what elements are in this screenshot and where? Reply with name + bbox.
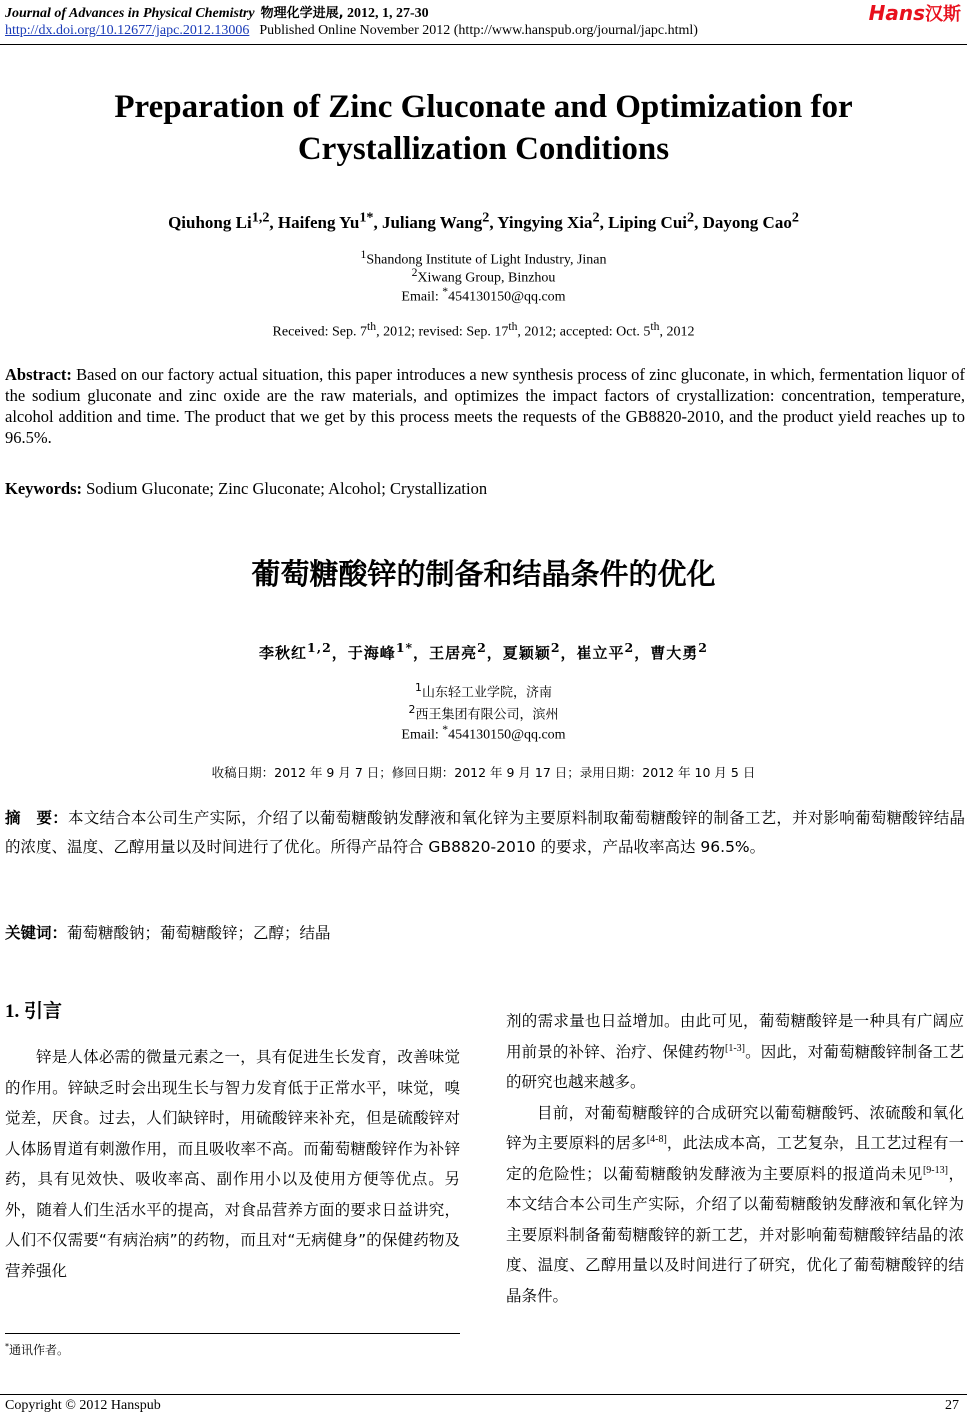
authors-en: [0, 209, 967, 233]
affiliation-en-2: $^2$Xiwang Group, Binzhou: [411, 266, 556, 286]
author-en: Dayong Cao$^2$: [702, 209, 799, 232]
paragraph: 剂的需求量也日益增加。由此可见，葡萄糖酸锌是一种具有广阔应用前景的补锌、治疗、保健药物[1-3]。因此，对葡萄糖酸锌制备工艺的研究也越来越多。: [506, 1012, 964, 1091]
author-cn: 夏颖颖$^2$，: [502, 640, 577, 662]
email-cn: Email: *454130150@qq.com: [401, 723, 566, 743]
citation: [4-8]: [646, 1133, 667, 1145]
abstract-cn-label: 摘 要：: [5, 809, 68, 827]
journal-header: [5, 2, 429, 22]
paragraph: 锌是人体必需的微量元素之一，具有促进生长发育，改善味觉的作用。锌缺乏时会出现生长与智力发育低于正常水平，味觉，嗅觉差，厌食。过去，人们缺锌时，用硫酸锌来补充，但是硫酸锌对人体肠胃道有刺激作用，而且吸收率不高。而葡萄糖酸锌作为补锌药，具有见效快、吸收率高、副作用小以及使用方便等优点。另外，随着人们生活水平的提高，对食品营养方面的要求日益讲究，人们不仅需要“有病治病”的药物，而且对“无病健身”的保健药物及营养强化: [5, 1048, 460, 1280]
footer-rule: [0, 1394, 967, 1395]
journal-volume: 2012, 1, 27-30: [347, 6, 429, 21]
keywords-cn-text: 葡萄糖酸钠；葡萄糖酸锌；乙醇；结晶: [67, 924, 331, 942]
logo-text-en: Hans: [868, 1, 925, 25]
email-en: Email: *454130150@qq.com: [401, 285, 566, 305]
body-column-right: [506, 1006, 964, 1311]
citation: [9-13]: [922, 1164, 948, 1176]
title-en-line-1: Preparation of Zinc Gluconate and Optimization for: [114, 89, 853, 125]
keywords-text: Sodium Gluconate; Zinc Gluconate; Alcohol; Crystallization: [82, 479, 488, 498]
citation: [1-3]: [725, 1042, 745, 1054]
affiliation-cn-1: $^1$山东轻工业学院，济南: [415, 681, 552, 701]
journal-name-cn: 物理化学进展,: [260, 6, 344, 21]
title-en-line-2: Crystallization Conditions: [297, 131, 670, 167]
header-rule: [0, 44, 967, 45]
affiliation-en-1: $^1$Shandong Institute of Light Industry, Jinan: [360, 248, 607, 268]
doi-link[interactable]: http://dx.doi.org/10.12677/japc.2012.13006: [5, 23, 250, 38]
paper-title-cn: 葡萄糖酸锌的制备和结晶条件的优化: [251, 557, 716, 591]
author-en: Qiuhong Li$^{1,2}$,: [168, 209, 278, 232]
copyright: Copyright © 2012 Hanspub: [5, 1398, 161, 1413]
keywords-cn: [5, 921, 331, 943]
paragraph: 目前，对葡萄糖酸锌的合成研究以葡萄糖酸钙、浓硫酸和氧化锌为主要原料的居多[4-8]，此法成本高，工艺复杂，且工艺过程有一定的危险性；以葡萄糖酸钠发酵液为主要原料的报道尚未见[9-13]，本文结合本公司生产实际，介绍了以葡萄糖酸钠发酵液和氧化锌为主要原料制备葡萄糖酸锌的新工艺，并对影响葡萄糖酸锌结晶的浓度、温度、乙醇用量以及时间进行了研究，优化了葡萄糖酸锌的结晶条件。: [506, 1103, 964, 1305]
author-cn: 曹大勇$^2$: [650, 640, 708, 662]
author-cn: 李秋红$^{1,2}$，: [259, 640, 348, 662]
footnote-rule: [5, 1333, 460, 1334]
received-dates-en: Received: Sep. 7th, 2012; revised: Sep. 17th, 2012; accepted: Oct. 5th, 2012: [272, 320, 695, 340]
received-dates-cn: 收稿日期：2012 年 9 月 7 日；修回日期：2012 年 9 月 17 日；录用日期：2012 年 10 月 5 日: [211, 765, 756, 780]
page-number: 27: [945, 1398, 959, 1413]
keywords-cn-label: 关键词：: [5, 924, 68, 942]
abstract-label: Abstract:: [5, 365, 72, 384]
affiliation-cn-2: $^2$西王集团有限公司，滨州: [408, 703, 559, 723]
footnote: *通讯作者。: [5, 1342, 70, 1357]
author-en: Juliang Wang$^2$,: [381, 209, 498, 232]
abstract-en: [5, 364, 965, 448]
published-online: Published Online November 2012 (http://www.hanspub.org/journal/japc.html): [259, 23, 698, 38]
author-en: Haifeng $Yu^{1*}$,: [277, 209, 382, 232]
keywords-en: [5, 479, 487, 499]
section-heading: 1. 引言: [5, 1000, 63, 1022]
body-column-left: [5, 1042, 460, 1286]
paper-title-en: [40, 86, 927, 170]
author-cn: 崔立平$^2$，: [576, 640, 651, 662]
abstract-text: Based on our factory actual situation, this paper introduces a new synthesis process of zinc gluconate, in which, fermentation liquor of the sodium gluconate and zinc oxide are the raw materials, and optimizes the impact factors of crystallization: concentration, temperature, alcohol addition and time. The product that we get by this process meets the requests of the GB8820-2010, and the product yield reaches up to 96.5%.: [5, 365, 965, 447]
keywords-label: Keywords:: [5, 479, 82, 498]
hans-logo: [869, 0, 961, 26]
author-en: Liping Cui$^2$,: [608, 209, 703, 232]
abstract-cn-text: 本文结合本公司生产实际，介绍了以葡萄糖酸钠发酵液和氧化锌为主要原料制取葡萄糖酸锌的制备工艺，并对影响葡萄糖酸锌结晶的浓度、温度、乙醇用量以及时间进行了优化。所得产品符合 GB8820-2010 的要求，产品收率高达 96.5%。: [5, 809, 965, 856]
author-en: Yingying Xia$^2$,: [497, 209, 609, 232]
logo-text-cn: 汉斯: [925, 4, 961, 25]
header-links: [5, 23, 698, 39]
authors-cn: [0, 640, 967, 663]
author-cn: 王居亮$^2$，: [429, 640, 503, 662]
abstract-cn: [5, 804, 965, 862]
author-cn: 于海峰$^{1*}$，: [347, 640, 430, 662]
journal-name-en: Journal of Advances in Physical Chemistry: [5, 6, 255, 21]
